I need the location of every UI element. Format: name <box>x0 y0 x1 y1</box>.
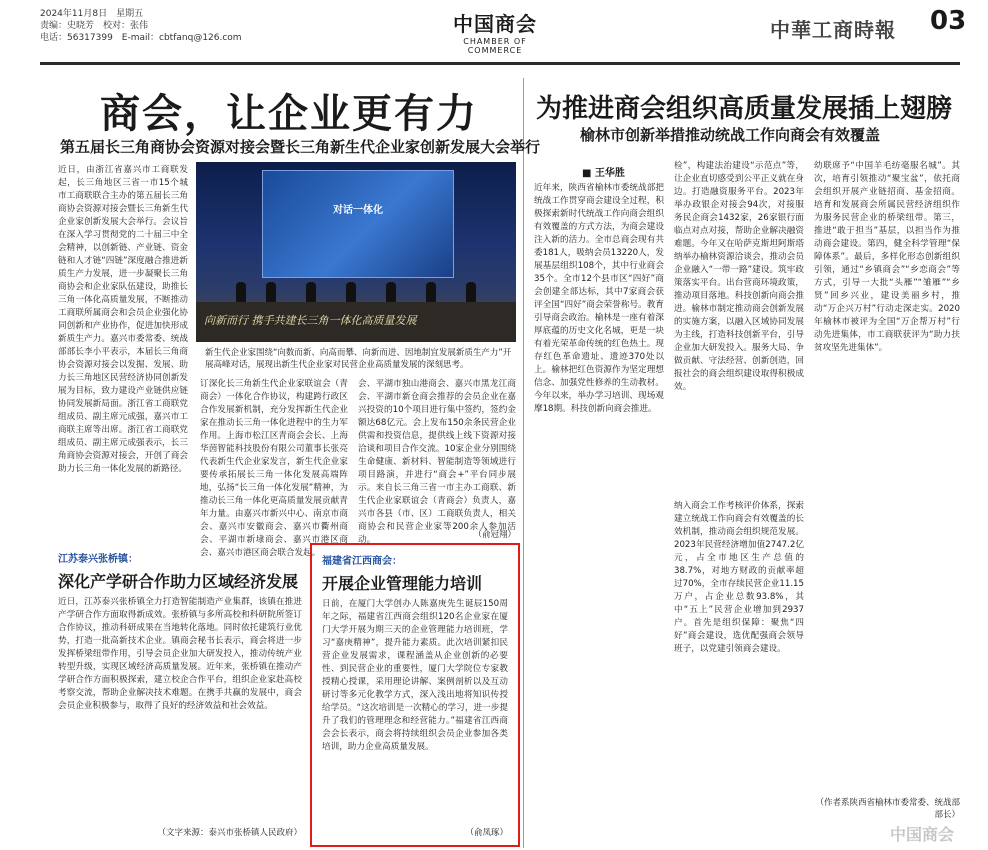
article-1-col-b: 订深化长三角新生代企业家联谊会（青商会）一体化合作协议，构建跨行政区合作发展新机制，充分发挥新生代企业家在推动长三角一体化进程中的生力军作用。上海市松江区青商会会长、上海华茵智能科技股份有限公司董事长张亮代表新生代企业家发言，新生代企业家要传承拓展长三角一体化发展高端阵地，弘扬“长三角一体化发展”精神，为推动长三角一体化更高质量发展贡献青年力量。由嘉兴市新兴中心、南京市商会、嘉兴市安徽商会、嘉兴市衢州商会、平湖市新埭商会、嘉兴市港区商会、嘉兴市港区商会联合发起。 <box>200 379 348 558</box>
article-2-body: 近日，江苏泰兴张桥镇全力打造智能制造产业集群，该镇在推进产学研合作方面取得新成效。张桥镇与多所高校和科研院所签订合作协议，推动科研成果在当地转化落地。同时依托建筑行业优势，打造一批高新技术企业。镇商会秘书长表示，商会将进一步发挥桥梁纽带作用，引导会员企业加大研发投入，推动传统产业转型升级，实现区域经济高质量发展。近年来，张桥镇在推动产学研合作方面积极探索，建立校企合作平台，组织企业家赴高校考察交流，帮助企业解决技术难题。在携手共赢的发展中，商会会员企业积极参与，取得了良好的经济效益和社会效益。 <box>58 597 302 711</box>
article-4-col-c: 纳入商会工作考核评价体系，探索建立统战工作向商会有效覆盖的长效机制，推动商会组织规范发展。2023年民营经济增加值2747.2亿元，占全市地区生产总值的38.7%，对地方财政的贡献率超过70%，全市存续民营企业11.15万户，占企业总数93.8%，其中“五上”民营企业增加到2937户。首先是组织保障：聚焦“四好”商会建设，选优配强商会领导班子，以党建引领商会建设。 <box>674 501 804 654</box>
article-4-col-b: 检”，构建法治建设“示范点”等，让企业直切感受到公平正义就在身边。打造融资服务平台。2023年举办政银企对接会94次，对接服务民企商会1432家，26家银行面临点对点对接，帮助企业解决融资难题。今年又在哈萨克斯坦阿斯塔纳举办榆林资源洽谈会，推动会员企业融入“一带一路”建设。筑牢政策落实平台。出台营商环境政策，推动项目落地。科技创新向商会推进。榆林市制定推动商会创新发展的实施方案，以融入区域协同发展为主线，打造科技创新平台，引导企业加大研发投入。服务大局、争做贡献、守法经营、创新创造，回报社会的商会组织建设取得积极成效。 <box>674 161 804 392</box>
conference-photo <box>196 162 516 342</box>
article-3-title: 开展企业管理能力培训 <box>322 574 483 593</box>
article-4-byline: ■ 王华胜 <box>582 168 625 179</box>
article-3-body: 日前，在厦门大学创办人陈嘉庚先生诞辰150周年之际，福建省江西商会组织120名企业家在厦门大学开展为期三天的企业管理能力培训班，学习“嘉庚精神”，提升能力素质。此次培训紧扣民营企业发展需求，课程涵盖从企业创新的必要性、到民营企业的重要性，厦门大学院位专家教授精心授课，采用理论讲解、案例剖析以及互动研讨等多元化教学方式，深入浅出地将知识传授给学员。“这次培训是一次精心的学习，进一步提升了我们的管理理念和经营能力。”福建省江西商会会长表示，商会将持续组织会员企业参加各类培训，助力企业高质量发展。 <box>322 599 508 752</box>
date-line: 2024年11月8日 星期五 <box>40 9 144 19</box>
stage-banner: 向新而行 携手共建长三角一体化高质量发展 <box>204 314 417 327</box>
article-1-col-c: 会、平湖市独山港商会、嘉兴市黑龙江商会、平湖市新仓商会推荐的会员企业在嘉兴投资的10个项目进行集中签约，签约金额达68亿元。会上发布150余条民营企业供需和投资信息，提供线上线下资源对接洽谈和项目合作交流。10家企业分别围绕生命健康、新材料、智能制造等领域进行项目路演，并进行“商会+”平台同步展示。来自长三角三省一市主办工商联、新生代企业家联谊会（青商会）负责人，嘉兴市各县（市、区）工商联负责人，相关商协会和民营企业家等200余人参加活动。 <box>358 379 516 545</box>
article-1-col-a: 近日，由浙江省嘉兴市工商联发起，长三角地区三省一市15个城市工商联联合主办的第五届长三角商协会资源对接会暨长三角新生代企业家创新发展大会举行。会议旨在深入学习贯彻党的二十届三中全会精神，以创新链、产业链、资金链和人才链“四链”深度融合推进新质生产力发展，进一步凝聚长三角商协会和企业家队伍建设，助推长三角一体化高质量发展，不断推动工商联所属商会和会员企业强化协同创新和产业协作，促进加快形成新质生产力。嘉兴市委常委、统战部部长李小平表示，本届长三角商协会资源对接会以发掘、发展、助力长三角地区民营经济协同创新发展为目标，致力建设产业链供应链协同发展新局面。浙江省工商联党组成员、副主席元成强，嘉兴市工商联主席等出席。浙江省工商联党组成员、副主席元成强表示，长三角商协会资源对接会，开创了商会助力长三角一体化发展的新路径。 <box>58 165 188 474</box>
article-1-headline: 商会，让企业更有力 <box>100 91 478 137</box>
contact-line: 电话：56317399 E-mail：cbtfanq@126.com <box>40 33 242 43</box>
logo-en: CHAMBER OF COMMERCE <box>463 37 527 55</box>
article-4-col-a: 近年来，陕西省榆林市委统战部把统战工作贯穿商会建设全过程，积极探索新时代统战工作向商会组织有效覆盖的方式方法，为商会建设注入新的活力。全市总商会现有共委181人，吸纳会员13220人，发展基层组织108个，其中行业商会35个。全市12个县市区“四好”商会创建全部达标，其中7家商会获评全国“四好”商会荣誉称号。教育引导商会政治。榆林是一座有着深厚底蕴的历史文化名城，更是一块有着光荣革命传统的红色热土。现存红色革命遗址、遗迹370处以上。榆林把红色资源作为坚定理想信念、加强党性修养的生动教材。今年以来，举办学习培训、现场观摩18期。科技创新向商会推进。 <box>534 183 664 414</box>
article-4-author: （作者系陕西省榆林市委常委、统战部部长） <box>815 798 960 820</box>
chamber-logo <box>440 8 550 55</box>
article-3-author: （俞凤琢） <box>465 828 508 838</box>
article-2-label: 江苏泰兴张桥镇： <box>58 554 138 565</box>
screen-title: 对话一体化 <box>333 205 383 216</box>
article-2-header <box>58 550 302 592</box>
logo-cn: 中国商会 <box>453 12 537 36</box>
paper-name: 中華工商時報 <box>770 18 896 42</box>
article-1-author: （俞冠翔） <box>473 530 516 540</box>
stage-screen <box>262 170 454 278</box>
photo-caption: 新生代企业家围绕“向数而新、向高而攀、向新而进、因地制宜发展新质生产力”开展高峰对话，展现出新生代企业家对民营企业高质量发展的深刻思考。 <box>205 348 512 370</box>
masthead-info <box>40 8 242 44</box>
article-2-author: （文字来源：泰兴市张桥镇人民政府） <box>157 828 302 838</box>
masthead-rule <box>40 62 960 65</box>
article-3-header <box>322 552 508 594</box>
page-number: 03 <box>930 6 967 36</box>
watermark: 中国商会 <box>890 825 955 844</box>
column-divider <box>523 78 524 848</box>
article-4-subheadline: 榆林市创新举措推动统战工作向商会有效覆盖 <box>580 126 881 144</box>
article-3-label: 福建省江西商会： <box>322 556 402 567</box>
article-1-subheadline: 第五届长三角商协会资源对接会暨长三角新生代企业家创新发展大会举行 <box>60 138 541 156</box>
article-4-headline: 为推进商会组织高质量发展插上翅膀 <box>536 94 953 124</box>
article-2-title: 深化产学研合作助力区域经济发展 <box>58 572 299 591</box>
editor-line: 责编：史晓芳 校对：张伟 <box>40 21 149 31</box>
article-4-col-d: 幼联席予“中国羊毛纺毫服名城”。其次，培育引领推动“聚宝盆”，依托商会组织开展产业链招商、基金招商。培育和发展商会所属民营经济组织作为服务民营企业的桥梁纽带。第三，推进“敢于担当”基层，以担当作为推动商会建设。第四，健全科学管理“保障体系”。最后，多样化形态创新组织引领，通过“乡镇商会”“乡恋商会”等方式，引导一大批“头雁”“雏雁”“乡贤”回乡兴业，建设美丽乡村，推动“万企兴万村”行动走深走实。2020年榆林市被评为全国“万企帮万村”行动先进集体，市工商联获评为“助力扶贫攻坚先进集体”。 <box>814 161 960 353</box>
